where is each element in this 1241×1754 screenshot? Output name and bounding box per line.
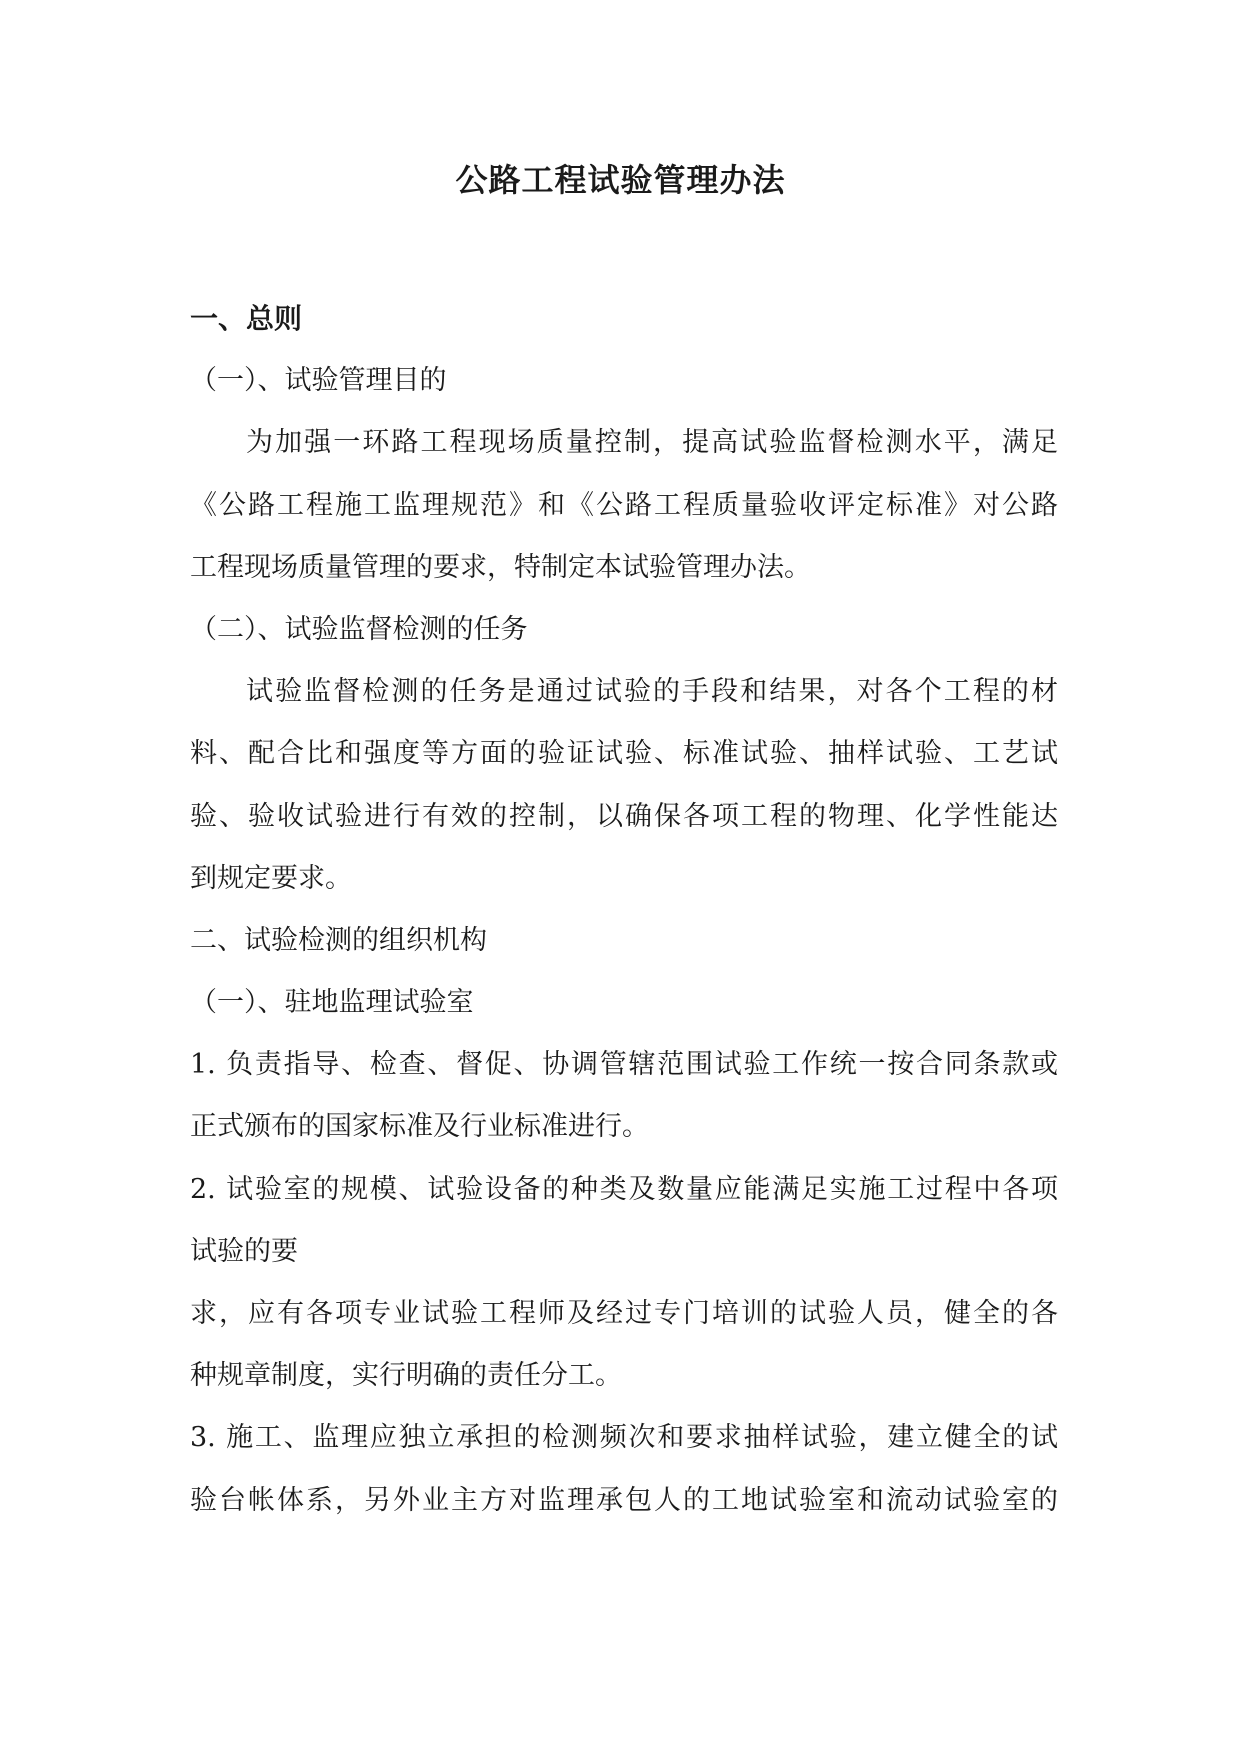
document-title: 公路工程试验管理办法 (455, 161, 786, 199)
list-item-line: 3. 施工、监理应独立承担的检测频次和要求抽样试验，建立健全的试 (190, 1422, 1058, 1454)
section-heading: 一、总则 (190, 302, 303, 335)
list-item-line: 求，应有各项专业试验工程师及经过专门培训的试验人员，健全的各 (190, 1298, 1058, 1329)
subsection-heading: （二）、试验监督检测的任务 (190, 613, 528, 645)
list-item-line: 1. 负责指导、检查、督促、协调管辖范围试验工作统一按合同条款或 (190, 1049, 1058, 1081)
section-heading: 二、试验检测的组织机构 (190, 924, 487, 956)
subsection-heading: （一）、试验管理目的 (190, 365, 447, 397)
paragraph-line: 《公路工程施工监理规范》和《公路工程质量验收评定标准》对公路 (190, 489, 1058, 521)
paragraph-line: 验、验收试验进行有效的控制，以确保各项工程的物理、化学性能达 (190, 800, 1058, 832)
subsection-heading: （一）、驻地监理试验室 (190, 987, 474, 1019)
list-item-line: 种规章制度，实行明确的责任分工。 (190, 1360, 622, 1392)
paragraph-line: 工程现场质量管理的要求，特制定本试验管理办法。 (190, 551, 811, 583)
list-item-line: 验台帐体系，另外业主方对监理承包人的工地试验室和流动试验室的 (190, 1484, 1058, 1516)
list-item-line: 试验的要 (190, 1235, 298, 1267)
paragraph-line: 试验监督检测的任务是通过试验的手段和结果，对各个工程的材 (246, 676, 1058, 708)
document-body (190, 288, 1058, 1532)
paragraph-line: 到规定要求。 (190, 862, 352, 894)
list-item-line: 2. 试验室的规模、试验设备的种类及数量应能满足实施工过程中各项 (190, 1173, 1058, 1205)
list-item-line: 正式颁布的国家标准及行业标准进行。 (190, 1111, 649, 1143)
paragraph-line: 为加强一环路工程现场质量控制，提高试验监督检测水平，满足 (246, 427, 1058, 459)
paragraph-line: 料、配合比和强度等方面的验证试验、标准试验、抽样试验、工艺试 (190, 738, 1058, 770)
